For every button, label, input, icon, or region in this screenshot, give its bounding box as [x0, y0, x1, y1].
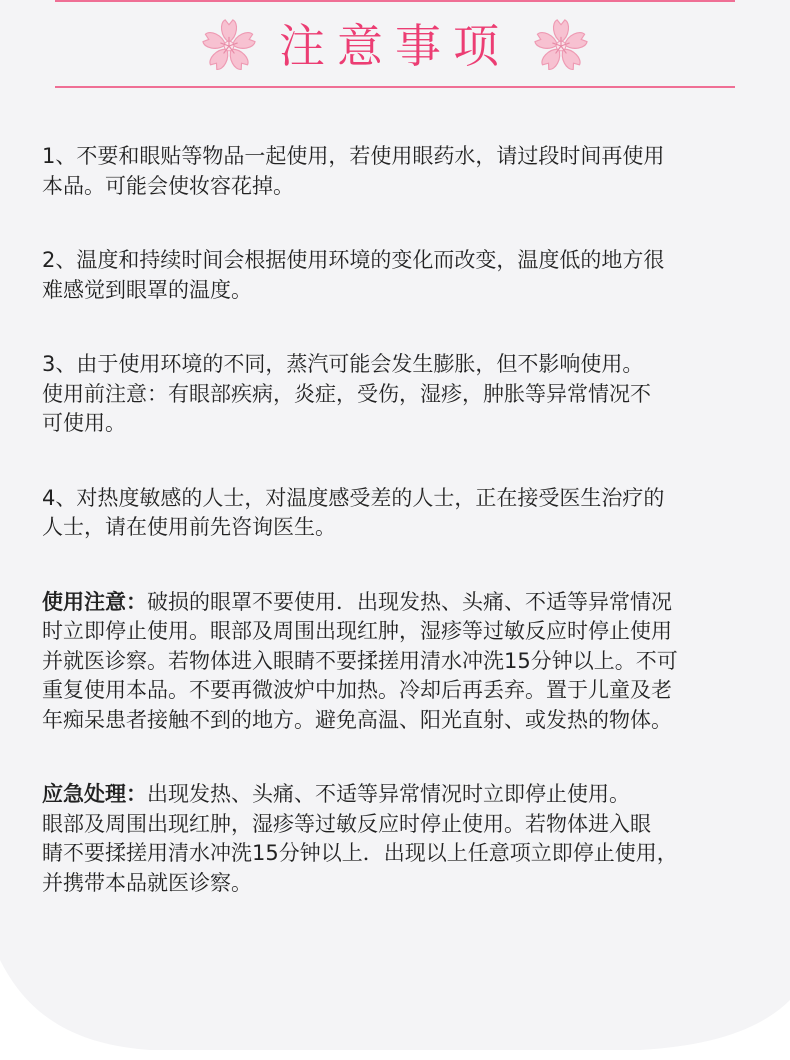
- notice-line-text: 破损的眼罩不要使用．出现发热、头痛、不适等异常情况: [147, 589, 672, 614]
- notice-line: 3、由于使用环境的不同，蒸汽可能会发生膨胀，但不影响使用。: [42, 352, 644, 376]
- usage-notes-label: 使用注意：: [42, 589, 147, 614]
- notice-line: 年痴呆患者接触不到的地方。避免高温、阳光直射、或发热的物体。: [42, 707, 672, 732]
- notice-line: 可使用。: [42, 411, 126, 435]
- notice-line: 使用前注意：有眼部疾病，炎症，受伤，湿疹，肿胀等异常情况不: [42, 381, 651, 406]
- top-divider: [55, 0, 735, 2]
- notice-line: 眼部及周围出现红肿，湿疹等过敏反应时停止使用。若物体进入眼: [42, 811, 651, 836]
- notice-line: 时立即停止使用。眼部及周围出现红肿，湿疹等过敏反应时停止使用: [42, 619, 672, 643]
- notice-item-3: [42, 350, 760, 439]
- emergency-first-line: [42, 780, 760, 810]
- header: [0, 0, 790, 95]
- notice-line: 1、不要和眼贴等物品一起使用，若使用眼药水，请过段时间再使用: [42, 144, 665, 168]
- notice-item-2: [42, 246, 760, 305]
- notice-line: 本品。可能会使妆容花掉。: [42, 173, 294, 198]
- notice-content: [42, 142, 760, 943]
- notice-line: 并就医诊察。若物体进入眼睛不要揉搓用清水冲洗15分钟以上。不可: [42, 648, 678, 673]
- notice-line: 重复使用本品。不要再微波炉中加热。冷却后再丢弃。置于儿童及老: [42, 678, 672, 702]
- emergency-handling: [42, 780, 760, 898]
- notice-line: 2、温度和持续时间会根据使用环境的变化而改变，温度低的地方很: [42, 248, 665, 272]
- notice-line: 睛不要揉搓用清水冲洗15分钟以上．出现以上任意项立即停止使用，: [42, 841, 678, 865]
- notice-item-4: [42, 484, 760, 543]
- bottom-divider: [55, 86, 735, 88]
- usage-notes: [42, 588, 760, 736]
- notice-line: 4、对热度敏感的人士，对温度感受差的人士，正在接受医生治疗的: [42, 485, 665, 510]
- notice-item-1: [42, 142, 760, 201]
- notice-line: 人士，请在使用前先咨询医生。: [42, 515, 336, 539]
- cherry-blossom-right-icon: [532, 17, 590, 75]
- emergency-label: 应急处理：: [42, 782, 147, 806]
- usage-notes-first-line: [42, 588, 760, 618]
- notice-line-text: 出现发热、头痛、不适等异常情况时立即停止使用。: [147, 782, 630, 806]
- page-title: 注意事项: [279, 19, 511, 73]
- notice-line: 难感觉到眼罩的温度。: [42, 277, 252, 302]
- notice-line: 并携带本品就医诊察。: [42, 870, 252, 895]
- bottom-wave-decoration: [0, 950, 790, 1060]
